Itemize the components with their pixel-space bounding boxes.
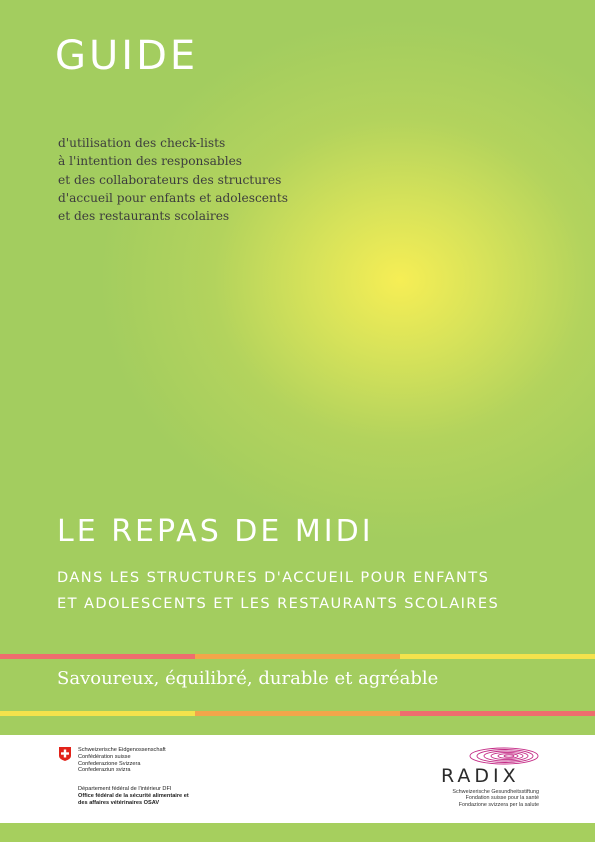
subtitle-line: d'utilisation des check-lists <box>58 136 226 150</box>
bottom-color-stripe <box>0 711 595 716</box>
bottom-green-strip <box>0 823 595 842</box>
radix-line: Fondazione svizzera per la salute <box>458 801 539 808</box>
radix-tagline <box>447 789 539 808</box>
confederation-language: Schweizerische Eidgenossenschaft <box>78 747 166 753</box>
tagline: Savoureux, équilibré, durable et agréable <box>57 668 439 689</box>
subtitle-line: à l'intention des responsables <box>58 154 243 169</box>
top-color-stripe <box>0 654 595 659</box>
department-name: Département fédéral de l'intérieur DFI <box>78 786 172 792</box>
office-line: Office fédéral de la sécurité alimentaire et <box>78 792 189 799</box>
guide-title: GUIDE <box>55 33 199 79</box>
confederation-language: Confédération suisse <box>78 753 131 760</box>
subtitle-line: d'accueil pour enfants et adolescents <box>58 190 288 205</box>
subtitle-line: et des restaurants scolaires <box>58 209 230 224</box>
radix-line: Schweizerische Gesundheitsstiftung <box>452 789 539 795</box>
confederation-language: Confederazione Svizzera <box>78 760 141 767</box>
office-line: des affaires vétérinaires OSAV <box>78 799 160 806</box>
department-block <box>78 786 189 806</box>
confederation-languages <box>78 747 166 774</box>
guide-subtitle <box>58 134 288 225</box>
confederation-language: Confederaziun svizra <box>78 767 131 774</box>
main-subtitle-line: DANS LES STRUCTURES D'ACCUEIL POUR ENFANTS <box>57 569 490 586</box>
main-title: LE REPAS DE MIDI <box>57 514 374 549</box>
main-subtitle <box>57 565 499 617</box>
radix-swirl-icon <box>468 746 540 766</box>
swiss-cross-icon <box>59 747 71 761</box>
radix-line: Fondation suisse pour la santé <box>465 795 539 802</box>
main-subtitle-line: ET ADOLESCENTS ET LES RESTAURANTS SCOLAIRES <box>57 595 500 612</box>
radix-name: RADIX <box>441 765 520 787</box>
subtitle-line: et des collaborateurs des structures <box>58 172 282 187</box>
